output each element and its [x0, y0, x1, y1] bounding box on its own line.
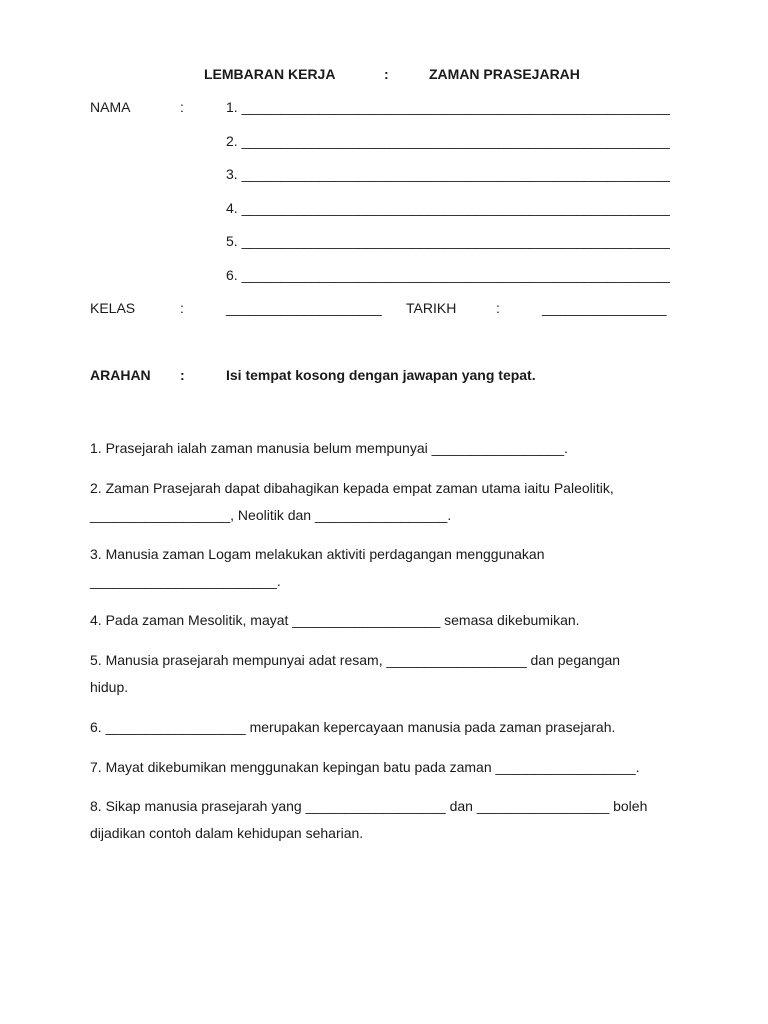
kelas-colon: : — [180, 300, 184, 316]
name-line-4: 4. _______________________________________________________ — [226, 200, 670, 216]
name-line-5: 5. _______________________________________________________ — [226, 233, 670, 249]
name-line-6: 6. _______________________________________________________ — [226, 267, 670, 283]
kelas-label: KELAS — [90, 300, 136, 316]
question-5-line-1: 5. Manusia prasejarah mempunyai adat resam, __________________ dan pegangan — [90, 652, 621, 668]
worksheet-title: LEMBARAN KERJA — [204, 66, 336, 82]
question-2-line-2: __________________, Neolitik dan _________________. — [90, 507, 452, 523]
question-3-line-2: ________________________. — [90, 573, 281, 589]
tarikh-blank: ________________ — [542, 300, 667, 316]
question-2-line-1: 2. Zaman Prasejarah dapat dibahagikan kepada empat zaman utama iaitu Paleolitik, — [90, 480, 614, 496]
arahan-text: Isi tempat kosong dengan jawapan yang tepat. — [226, 367, 536, 383]
question-4: 4. Pada zaman Mesolitik, mayat ___________________ semasa dikebumikan. — [90, 612, 580, 628]
question-8-line-1: 8. Sikap manusia prasejarah yang __________________ dan _________________ boleh — [90, 798, 648, 814]
arahan-label: ARAHAN — [90, 367, 151, 383]
question-5-line-2: hidup. — [90, 679, 129, 695]
question-7: 7. Mayat dikebumikan menggunakan kepingan batu pada zaman __________________. — [90, 759, 640, 775]
name-line-2: 2. _______________________________________________________ — [226, 133, 670, 149]
tarikh-colon: : — [496, 300, 500, 316]
name-line-1: 1. _______________________________________________________ — [226, 99, 670, 115]
question-1: 1. Prasejarah ialah zaman manusia belum mempunyai _________________. — [90, 440, 568, 456]
arahan-colon: : — [180, 367, 185, 383]
worksheet-topic: ZAMAN PRASEJARAH — [429, 66, 580, 82]
tarikh-label: TARIKH — [406, 300, 457, 316]
question-8-line-2: dijadikan contoh dalam kehidupan seharian. — [90, 825, 364, 841]
kelas-blank: ____________________ — [226, 300, 382, 316]
question-3-line-1: 3. Manusia zaman Logam melakukan aktiviti perdagangan menggunakan — [90, 546, 545, 562]
title-colon: : — [384, 66, 389, 82]
question-6: 6. __________________ merupakan kepercayaan manusia pada zaman prasejarah. — [90, 719, 616, 735]
name-line-3: 3. _______________________________________________________ — [226, 166, 670, 182]
nama-colon: : — [180, 99, 184, 115]
nama-label: NAMA — [90, 99, 131, 115]
